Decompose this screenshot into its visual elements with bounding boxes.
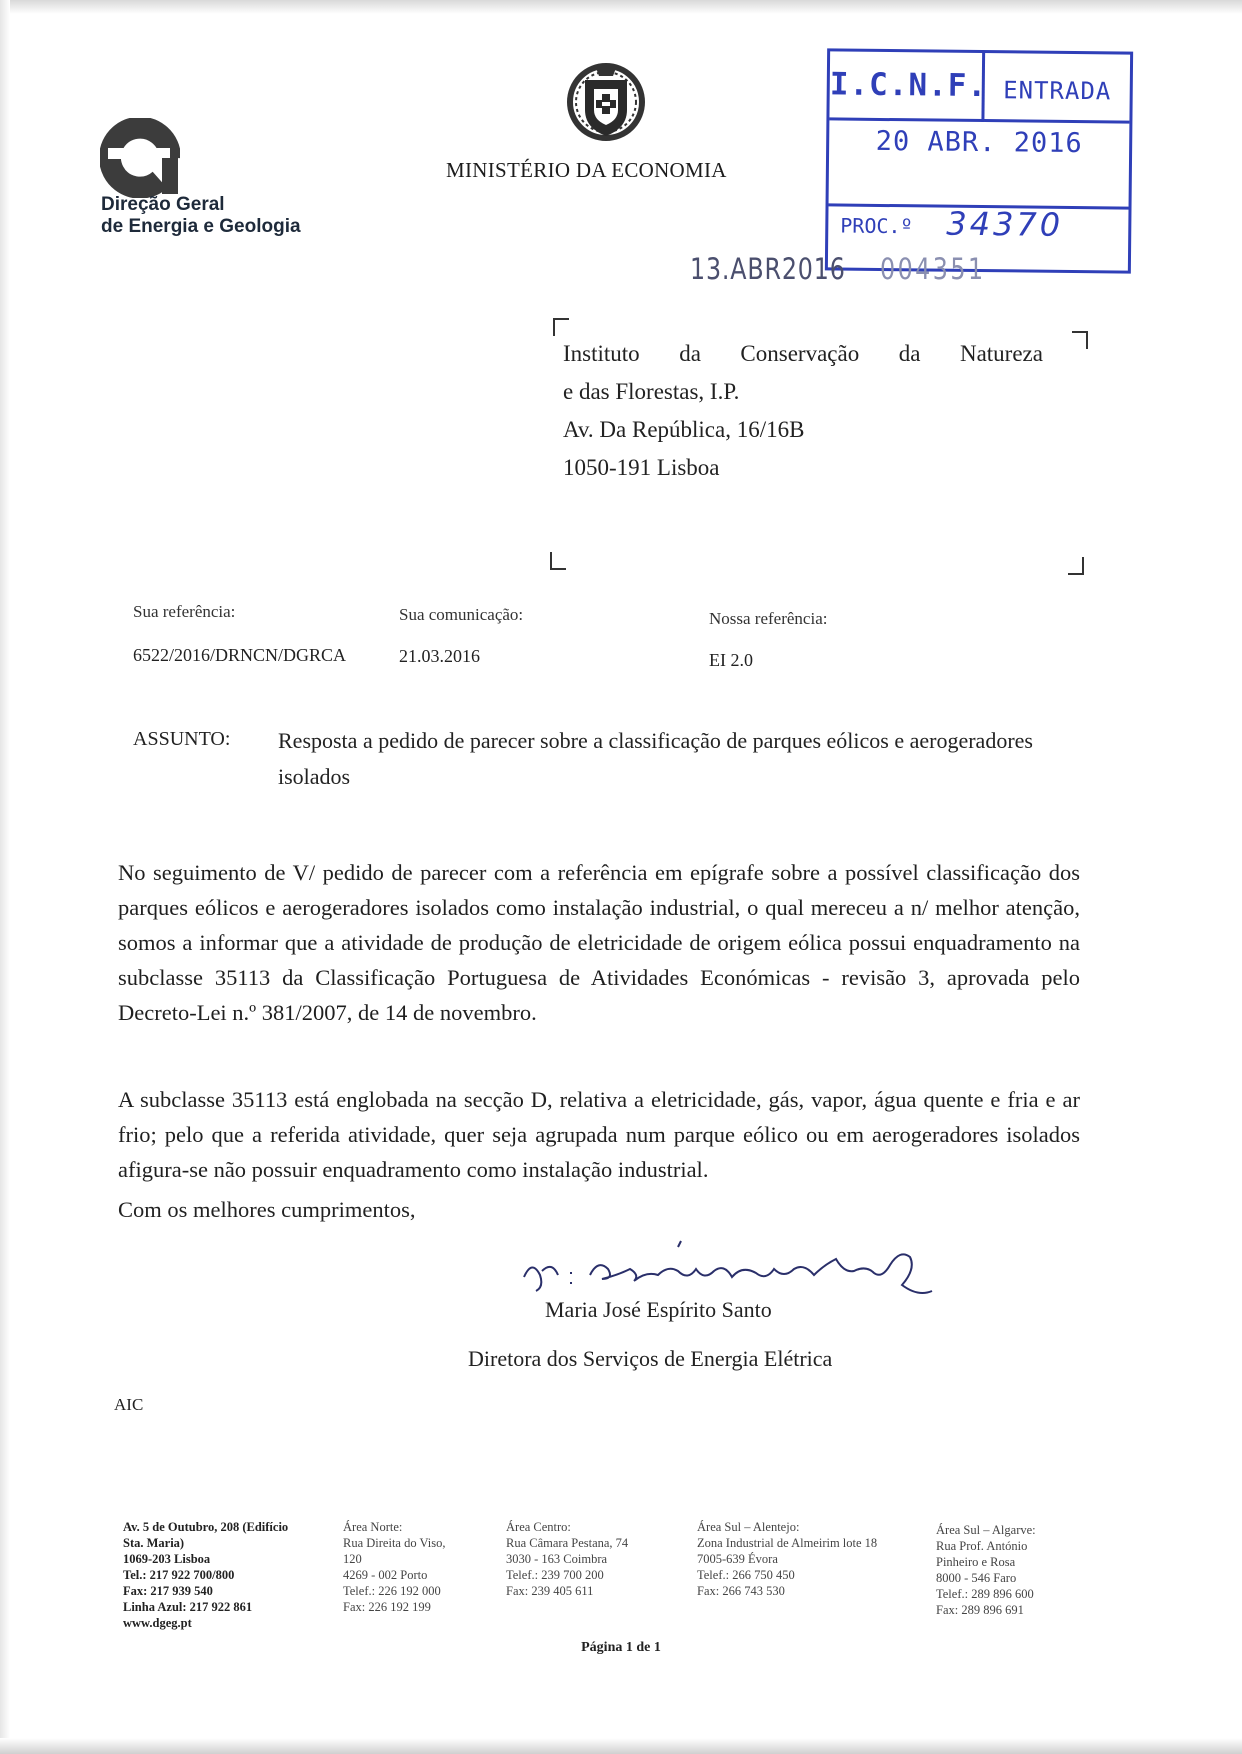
footer-line: Telef.: 239 700 200 — [506, 1568, 604, 1582]
received-number-stamp: 004351 — [880, 252, 986, 286]
recipient-address — [563, 335, 1043, 487]
body-paragraph-1: No seguimento de V/ pedido de parecer com a referência em epígrafe sobre a possível classificação dos parques eólicos e aerogeradores isolados como instalação industrial, o qual mereceu a n/ melhor atenção, somos a informar que a atividade de produção de eletricidade de origem eólica possui enquadramento na subclasse 35113 da Classificação Portuguesa de Atividades Económicas - revisão 3, aprovada pelo Decreto-Lei n.º 381/2007, de 14 de novembro. — [118, 860, 1080, 1025]
footer-line: Área Sul – Alentejo: — [697, 1520, 800, 1534]
org-name-line1: Direção Geral — [101, 194, 225, 215]
nossa-referencia-value: EI 2.0 — [709, 650, 753, 670]
footer-line: Linha Azul: 217 922 861 — [123, 1600, 253, 1614]
footer-line: Fax: 217 939 540 — [123, 1584, 213, 1598]
sua-referencia-value: 6522/2016/DRNCN/DGRCA — [133, 645, 347, 665]
footer-line: Telef.: 226 192 000 — [343, 1584, 441, 1598]
coat-of-arms-icon — [563, 58, 649, 150]
footer-line: Área Centro: — [506, 1520, 571, 1534]
recipient-word: Instituto — [563, 341, 640, 366]
address-corner-bl — [550, 552, 566, 570]
footer-line: Fax: 289 896 691 — [936, 1603, 1024, 1617]
recipient-line2: e das Florestas, I.P. — [563, 379, 740, 404]
body-paragraph-2: A subclasse 35113 está englobada na secção D, relativa a eletricidade, gás, vapor, água quente e fria e ar frio; pelo que a referida atividade, quer seja agrupada num parque eólico ou em aerogeradores isolados afigura-se não possuir enquadramento como instalação industrial. — [118, 1087, 1080, 1182]
scan-edge-bottom — [0, 1738, 1242, 1754]
footer-line: 8000 - 546 Faro — [936, 1571, 1017, 1585]
footer-line: Fax: 266 743 530 — [697, 1584, 785, 1598]
icnf-entry-stamp — [825, 48, 1133, 273]
footer-line: Telef.: 289 896 600 — [936, 1587, 1034, 1601]
footer-area-algarve — [936, 1522, 1076, 1618]
sua-referencia-label: Sua referência: — [133, 602, 236, 621]
signer-name: Maria José Espírito Santo — [545, 1297, 772, 1322]
footer-line: Fax: 239 405 611 — [506, 1584, 594, 1598]
footer-area-alentejo — [697, 1519, 927, 1599]
recipient-line4: 1050-191 Lisboa — [563, 455, 720, 480]
footer-line: Área Norte: — [343, 1520, 403, 1534]
stamp-org: I.C.N.F. — [829, 51, 985, 122]
org-name — [101, 194, 301, 238]
author-initials: AIC — [114, 1395, 144, 1414]
subject-label: ASSUNTO: — [133, 728, 231, 750]
address-corner-br — [1068, 557, 1084, 575]
subject-text: Resposta a pedido de parecer sobre a classificação de parques eólicos e aerogeradores isolados — [278, 728, 1033, 789]
stamp-date: 20 ABR. 2016 — [875, 125, 1083, 160]
stamp-proc-number: 34370 — [946, 204, 1064, 244]
footer-line: 7005-639 Évora — [697, 1552, 778, 1566]
footer-line: Zona Industrial de Almeirim lote 18 — [697, 1536, 878, 1550]
footer-line: 3030 - 163 Coimbra — [506, 1552, 608, 1566]
nossa-referencia-label: Nossa referência: — [709, 609, 828, 628]
footer-line: www.dgeg.pt — [123, 1616, 192, 1630]
footer-line: Rua Câmara Pestana, 74 — [506, 1536, 629, 1550]
closing-line: Com os melhores cumprimentos, — [118, 1197, 416, 1222]
recipient-word: Natureza — [959, 341, 1043, 366]
sua-comunicacao-value: 21.03.2016 — [399, 646, 480, 666]
footer-line: 120 — [343, 1552, 362, 1566]
footer-line: Tel.: 217 922 700/800 — [123, 1568, 235, 1582]
footer-line: Fax: 226 192 199 — [343, 1600, 431, 1614]
stamp-proc-label: PROC.º — [840, 213, 913, 239]
ministry-name: MINISTÉRIO DA ECONOMIA — [446, 158, 727, 182]
footer-line: Telef.: 266 750 450 — [697, 1568, 795, 1582]
scan-edge-left — [0, 0, 10, 1754]
page-number: Página 1 de 1 — [581, 1640, 661, 1655]
recipient-word: Conservação — [740, 341, 860, 366]
footer-headquarters — [123, 1519, 323, 1631]
address-corner-tl — [553, 318, 569, 336]
footer-line: Rua Prof. António — [936, 1539, 1028, 1553]
signer-role: Diretora dos Serviços de Energia Elétrica — [468, 1346, 833, 1371]
footer-area-norte — [343, 1519, 483, 1615]
handwritten-signature — [518, 1235, 958, 1305]
recipient-line1 — [563, 335, 1043, 373]
footer-line: Rua Direita do Viso, — [343, 1536, 446, 1550]
footer-line: Av. 5 de Outubro, 208 (Edifício — [123, 1520, 289, 1534]
footer-line: 1069-203 Lisboa — [123, 1552, 211, 1566]
received-date-stamp: 13.ABR2016 — [690, 252, 846, 286]
sua-comunicacao-label: Sua comunicação: — [399, 605, 524, 624]
scan-edge-top — [0, 0, 1242, 14]
footer-line: Sta. Maria) — [123, 1536, 185, 1550]
dgeg-logo-icon — [100, 118, 180, 198]
recipient-word: da — [898, 341, 921, 366]
org-name-line2: de Energia e Geologia — [101, 216, 301, 237]
recipient-word: da — [679, 341, 701, 366]
recipient-line3: Av. Da República, 16/16B — [563, 417, 805, 442]
footer-line: Pinheiro e Rosa — [936, 1555, 1016, 1569]
address-corner-tr — [1072, 331, 1088, 349]
footer-line: Área Sul – Algarve: — [936, 1523, 1036, 1537]
footer-line: 4269 - 002 Porto — [343, 1568, 428, 1582]
stamp-entry: ENTRADA — [984, 53, 1130, 124]
footer-area-centro — [506, 1519, 666, 1599]
